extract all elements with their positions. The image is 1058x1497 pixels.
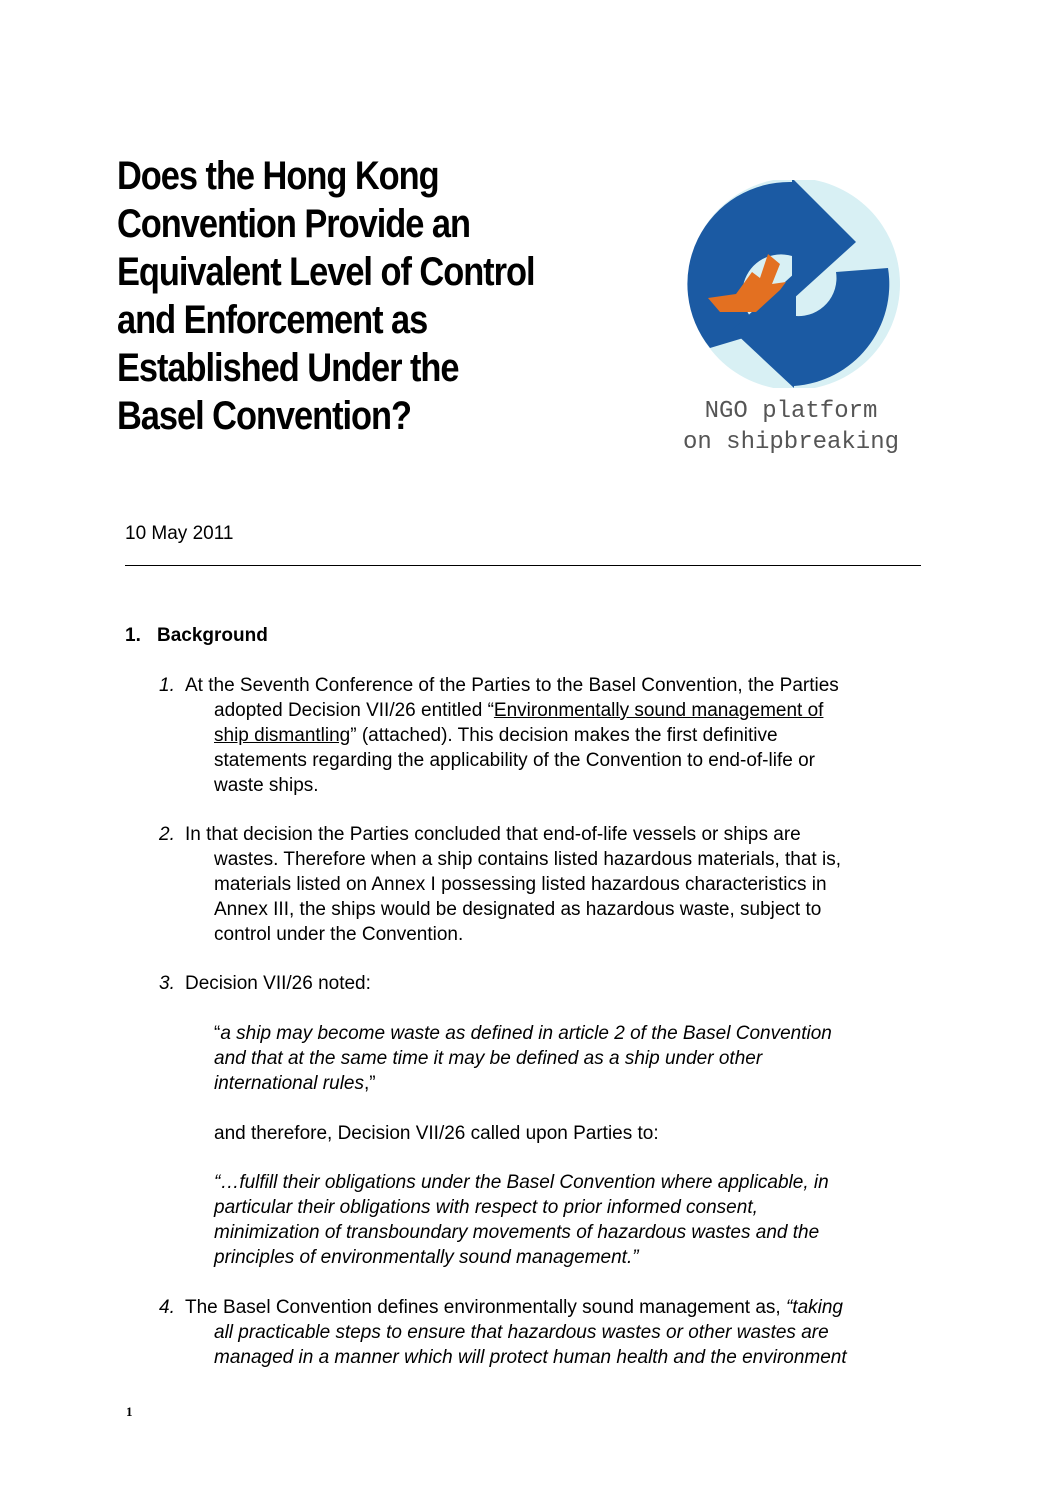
decision-title-link[interactable]: Environmentally sound management of — [493, 700, 824, 721]
title-line: Convention Provide an — [117, 202, 470, 246]
block-quote — [214, 1021, 926, 1096]
paragraph — [214, 1121, 926, 1146]
text-run: The Basel Convention defines environmentally sound management as, — [185, 1297, 786, 1318]
list-item-line — [214, 698, 926, 723]
quote-line — [214, 1021, 926, 1046]
quote-line: particular their obligations with respect to prior informed consent, — [214, 1197, 758, 1218]
quote-line: principles of environmentally sound management.” — [214, 1247, 639, 1268]
list-item-line: all practicable steps to ensure that hazardous wastes or other wastes are — [214, 1322, 829, 1343]
list-item-number: 4. — [159, 1297, 175, 1318]
list-item-line: In that decision the Parties concluded that end-of-life vessels or ships are — [185, 824, 801, 845]
section-title: Background — [157, 625, 268, 646]
logo-caption — [656, 396, 926, 458]
decision-title-link[interactable]: ship dismantling — [214, 725, 351, 746]
list-item-line: statements regarding the applicability of the Convention to end-of-life or — [214, 750, 815, 771]
list-item-line: materials listed on Annex I possessing listed hazardous characteristics in — [214, 874, 827, 895]
block-quote — [214, 1170, 926, 1270]
list-item-number: 3. — [159, 973, 175, 994]
document-date: 10 May 2011 — [125, 523, 234, 544]
list-item-line — [185, 1295, 926, 1320]
title-line: Does the Hong Kong — [117, 154, 439, 198]
title-line: Equivalent Level of Control — [117, 250, 535, 294]
list-item-line: waste ships. — [214, 775, 319, 796]
title-line: Established Under the — [117, 346, 459, 390]
text-run: ” (attached). This decision makes the first definitive — [350, 725, 778, 746]
list-item — [159, 1295, 926, 1370]
quote-line: minimization of transboundary movements of hazardous wastes and the — [214, 1222, 820, 1243]
page-number: 1 — [126, 1404, 133, 1419]
section-heading — [125, 623, 268, 648]
recycling-arrows-ship-icon — [676, 180, 904, 388]
list-item-line: Decision VII/26 noted: — [185, 973, 371, 994]
list-item — [159, 971, 926, 996]
list-item — [159, 822, 926, 947]
title-line: Basel Convention? — [117, 394, 412, 438]
logo-caption-line: on shipbreaking — [682, 429, 900, 456]
quote-mark: “ — [214, 1023, 221, 1044]
list-item-number: 2. — [159, 824, 175, 845]
logo-caption-line: NGO platform — [704, 398, 878, 425]
quote-line — [214, 1071, 926, 1096]
quote-line: and that at the same time it may be defined as a ship under other — [214, 1048, 763, 1069]
text-run: a ship may become waste as defined in article 2 of the Basel Convention — [220, 1023, 832, 1044]
list-item-line: Annex III, the ships would be designated as hazardous waste, subject to — [214, 899, 822, 920]
list-item — [159, 673, 926, 798]
text-run: international rules — [214, 1073, 364, 1094]
text-run: adopted Decision VII/26 entitled “ — [214, 700, 494, 721]
list-item-line: At the Seventh Conference of the Parties to the Basel Convention, the Parties — [185, 675, 839, 696]
list-item-line: managed in a manner which will protect human health and the environment — [214, 1347, 847, 1368]
list-item-line — [214, 723, 926, 748]
text-run: “taking — [785, 1297, 843, 1318]
horizontal-rule — [125, 565, 921, 566]
list-item-line: control under the Convention. — [214, 924, 464, 945]
document-title — [117, 152, 547, 440]
paragraph-line: and therefore, Decision VII/26 called upon Parties to: — [214, 1123, 659, 1144]
text-run: ,” — [363, 1073, 376, 1094]
title-line: and Enforcement as — [117, 298, 428, 342]
section-number: 1. — [125, 625, 141, 646]
list-item-number: 1. — [159, 675, 175, 696]
list-item-line: wastes. Therefore when a ship contains listed hazardous materials, that is, — [214, 849, 841, 870]
quote-line: “…fulfill their obligations under the Basel Convention where applicable, in — [214, 1172, 829, 1193]
